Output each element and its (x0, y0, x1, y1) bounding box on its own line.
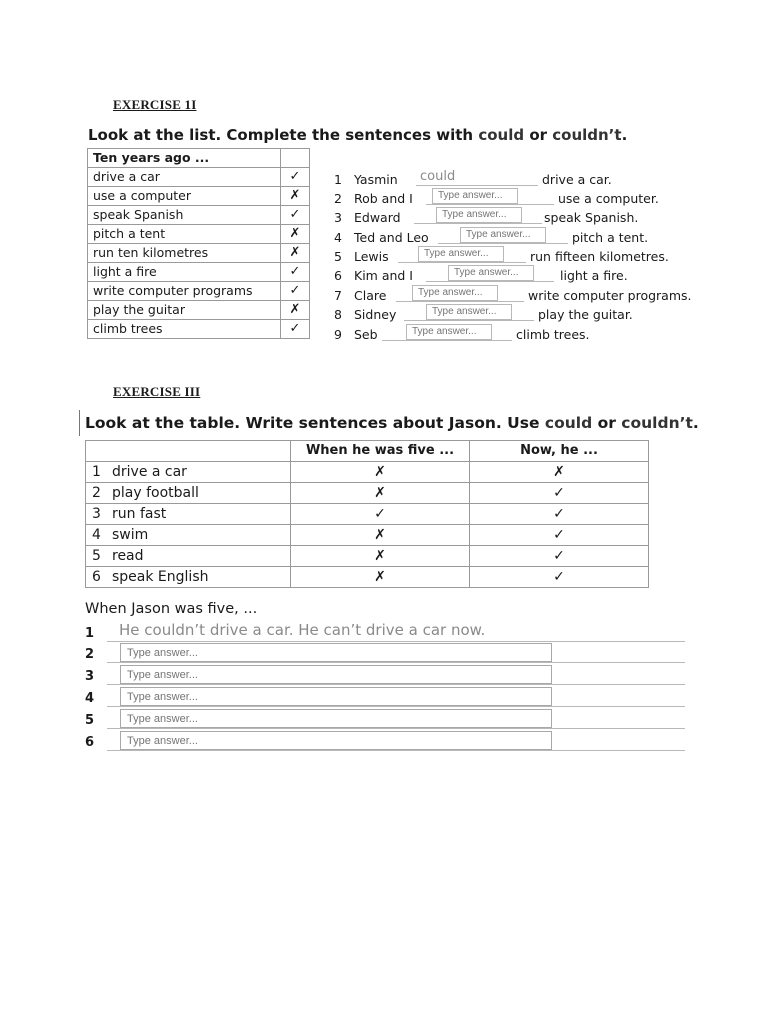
activity-label: run fast (112, 506, 167, 522)
ten-years-ago-table (87, 148, 310, 339)
sentence-number: 8 (334, 307, 342, 322)
sentence-4 (334, 228, 734, 248)
sentence-number: 4 (334, 230, 342, 245)
table-row (88, 206, 310, 225)
activity-cell (86, 504, 291, 525)
exercise-3-heading: EXERCISE III (113, 384, 201, 399)
table-row (88, 282, 310, 301)
answer-row-4 (85, 687, 685, 709)
margin-bar (79, 410, 80, 436)
sentence-number: 6 (334, 268, 342, 283)
answer-line (107, 662, 685, 663)
mark-cell: ✓ (281, 263, 310, 282)
now-mark: ✓ (470, 567, 649, 588)
answer-line (426, 204, 554, 205)
row-number: 2 (92, 485, 101, 501)
answer-input[interactable] (460, 227, 546, 243)
jason-table (85, 440, 649, 588)
answer-row-1 (85, 622, 685, 644)
answer-input[interactable] (448, 265, 534, 281)
answer-number: 6 (85, 735, 95, 750)
answer-line (107, 750, 685, 751)
row-number: 3 (92, 506, 101, 522)
table-row (86, 483, 649, 504)
now-mark: ✓ (470, 525, 649, 546)
sentence-ending: play the guitar. (538, 307, 633, 322)
sentence-7 (334, 286, 734, 306)
answer-input[interactable] (120, 731, 552, 750)
sentence-number: 7 (334, 288, 342, 303)
answer-input[interactable] (432, 188, 518, 204)
now-mark: ✓ (470, 483, 649, 504)
mark-cell: ✗ (281, 187, 310, 206)
answer-row-6 (85, 731, 685, 753)
answer-line (396, 301, 524, 302)
activity-cell (86, 567, 291, 588)
header-when-five: When he was five ... (291, 441, 470, 462)
table-header: Ten years ago ... (88, 149, 281, 168)
answer-line (426, 281, 554, 282)
row-number: 1 (92, 464, 101, 480)
answer-input[interactable] (412, 285, 498, 301)
sentence-ending: run fifteen kilometres. (530, 249, 669, 264)
row-number: 6 (92, 569, 101, 585)
sentence-ending: drive a car. (542, 172, 612, 187)
row-number: 4 (92, 527, 101, 543)
answer-number: 1 (85, 626, 95, 641)
answer-input[interactable] (120, 709, 552, 728)
sentence-2 (334, 189, 734, 209)
answer-row-5 (85, 709, 685, 731)
sentence-number: 1 (334, 172, 342, 187)
activity-cell (86, 525, 291, 546)
answer-row-2 (85, 643, 685, 665)
five-mark: ✓ (291, 504, 470, 525)
instruction-couldnt: couldn’t (552, 126, 622, 144)
instruction-end: . (692, 414, 699, 432)
answer-input[interactable] (436, 207, 522, 223)
table-row (88, 244, 310, 263)
filled-answer: could (420, 169, 456, 184)
sentence-subject: Ted and Leo (354, 230, 429, 245)
answer-line (414, 223, 542, 224)
sentence-6 (334, 266, 734, 286)
table-row (88, 168, 310, 187)
activity-cell: use a computer (88, 187, 281, 206)
instruction-could: could (544, 414, 593, 432)
table-row (88, 225, 310, 244)
instruction-or: or (524, 126, 553, 144)
sentence-ending: use a computer. (558, 191, 659, 206)
activity-cell: pitch a tent (88, 225, 281, 244)
table-row (88, 301, 310, 320)
answer-line (107, 641, 685, 642)
sentence-ending: write computer programs. (528, 288, 692, 303)
table-row (86, 525, 649, 546)
sentence-ending: speak Spanish. (544, 210, 639, 225)
activity-label: drive a car (112, 464, 187, 480)
exercise-1i-instruction (88, 126, 627, 144)
now-mark: ✗ (470, 462, 649, 483)
mark-cell: ✗ (281, 244, 310, 263)
answer-line (404, 320, 534, 321)
table-row (86, 504, 649, 525)
answer-line (107, 706, 685, 707)
instruction-end: . (621, 126, 628, 144)
instruction-could: could (478, 126, 525, 144)
answer-number: 2 (85, 647, 95, 662)
sentence-subject: Kim and I (354, 268, 413, 283)
activity-cell: drive a car (88, 168, 281, 187)
answer-number: 5 (85, 713, 95, 728)
filled-answer: He couldn’t drive a car. He can’t drive a car now. (119, 621, 486, 639)
instruction-text: Look at the list. Complete the sentences with (88, 126, 479, 144)
sentence-1 (334, 170, 734, 190)
answer-input[interactable] (426, 304, 512, 320)
answer-input[interactable] (120, 643, 552, 662)
activity-cell: climb trees (88, 320, 281, 339)
five-mark: ✗ (291, 483, 470, 504)
sentence-subject: Rob and I (354, 191, 413, 206)
now-mark: ✓ (470, 546, 649, 567)
activity-cell: write computer programs (88, 282, 281, 301)
table-header-mark (281, 149, 310, 168)
answer-line (382, 340, 512, 341)
instruction-couldnt: couldn’t (621, 414, 693, 432)
table-row (88, 187, 310, 206)
sentence-ending: light a fire. (560, 268, 628, 283)
exercise-1i-heading: EXERCISE 1I (113, 97, 197, 112)
sentence-number: 3 (334, 210, 342, 225)
answer-input[interactable] (120, 665, 552, 684)
activity-cell (86, 546, 291, 567)
table-row (86, 567, 649, 588)
sentence-subject: Sidney (354, 307, 397, 322)
sentence-number: 2 (334, 191, 342, 206)
answer-row-3 (85, 665, 685, 687)
writing-prompt: When Jason was five, ... (85, 601, 258, 617)
activity-cell: run ten kilometres (88, 244, 281, 263)
answer-line (438, 243, 568, 244)
mark-cell: ✓ (281, 320, 310, 339)
sentence-subject: Clare (354, 288, 387, 303)
sentence-5 (334, 247, 734, 267)
mark-cell: ✓ (281, 282, 310, 301)
activity-label: speak English (112, 569, 209, 585)
five-mark: ✗ (291, 567, 470, 588)
answer-line (107, 728, 685, 729)
instruction-text: Look at the table. Write sentences about Jason. Use (85, 414, 545, 432)
sentence-9 (334, 325, 734, 345)
answer-number: 4 (85, 691, 95, 706)
table-header-row (88, 149, 310, 168)
answer-line (107, 684, 685, 685)
header-now: Now, he ... (470, 441, 649, 462)
five-mark: ✗ (291, 546, 470, 567)
now-mark: ✓ (470, 504, 649, 525)
instruction-or: or (592, 414, 622, 432)
activity-label: read (112, 548, 144, 564)
answer-input[interactable] (406, 324, 492, 340)
answer-input[interactable] (120, 687, 552, 706)
row-number: 5 (92, 548, 101, 564)
five-mark: ✗ (291, 525, 470, 546)
activity-cell (86, 462, 291, 483)
answer-input[interactable] (418, 246, 504, 262)
table-row (86, 462, 649, 483)
exercise-3-instruction (85, 414, 699, 432)
answer-number: 3 (85, 669, 95, 684)
activity-cell (86, 483, 291, 504)
table-row (86, 546, 649, 567)
activity-cell: speak Spanish (88, 206, 281, 225)
mark-cell: ✗ (281, 225, 310, 244)
sentence-subject: Lewis (354, 249, 389, 264)
table-row (88, 320, 310, 339)
mark-cell: ✗ (281, 301, 310, 320)
sentence-subject: Edward (354, 210, 401, 225)
activity-cell: play the guitar (88, 301, 281, 320)
jason-table-header (86, 441, 649, 462)
sentence-3 (334, 208, 734, 228)
header-empty (86, 441, 291, 462)
activity-cell: light a fire (88, 263, 281, 282)
sentence-subject: Seb (354, 327, 378, 342)
sentence-number: 9 (334, 327, 342, 342)
table-row (88, 263, 310, 282)
sentence-ending: climb trees. (516, 327, 590, 342)
mark-cell: ✓ (281, 168, 310, 187)
answer-line (398, 262, 526, 263)
five-mark: ✗ (291, 462, 470, 483)
activity-label: swim (112, 527, 149, 543)
sentence-subject: Yasmin (354, 172, 398, 187)
sentence-number: 5 (334, 249, 342, 264)
sentence-8 (334, 305, 734, 325)
activity-label: play football (112, 485, 199, 501)
sentence-ending: pitch a tent. (572, 230, 649, 245)
mark-cell: ✓ (281, 206, 310, 225)
